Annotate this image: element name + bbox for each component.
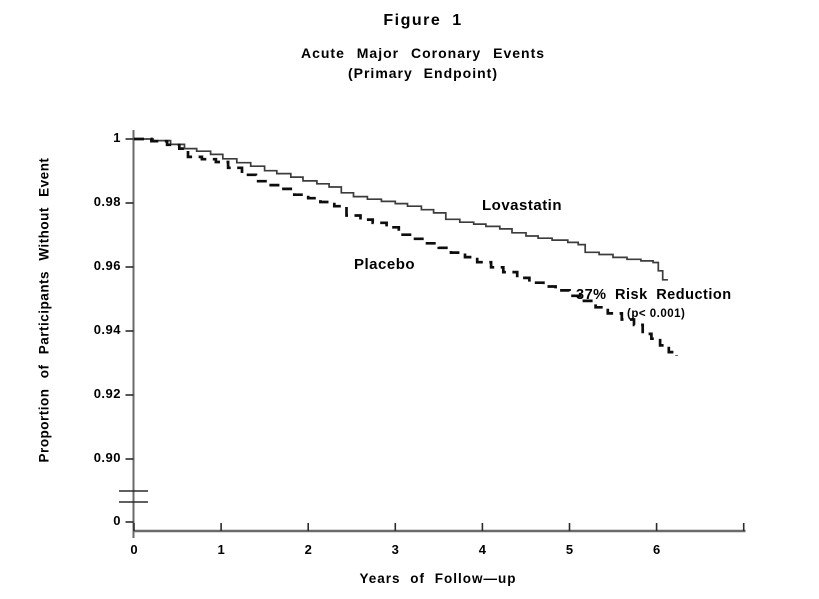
y-tick-label: 0.96 <box>93 258 121 273</box>
x-tick-label: 3 <box>391 542 399 557</box>
chart-subtitle: (Primary Endpoint) <box>347 65 498 81</box>
x-tick-label: 4 <box>478 542 486 557</box>
y-tick-label: 0.94 <box>93 322 121 337</box>
y-tick-label-zero: 0 <box>113 513 121 528</box>
y-tick-label: 0.90 <box>93 450 121 465</box>
x-tick-label: 1 <box>217 542 225 557</box>
x-tick-label: 5 <box>565 542 574 557</box>
x-tick-label: 0 <box>130 542 138 557</box>
chart-title: Acute Major Coronary Events <box>300 45 546 61</box>
x-tick-label: 6 <box>652 542 661 557</box>
risk-reduction-annotation: 37% Risk Reduction <box>576 287 732 303</box>
p-value-annotation: (p< 0.001) <box>627 308 686 320</box>
y-tick-label: 0.98 <box>93 194 121 209</box>
placebo-curve-label: Placebo <box>354 256 416 273</box>
lovastatin-curve-label: Lovastatin <box>482 197 563 214</box>
figure-number-label: Figure 1 <box>383 12 463 29</box>
x-axis-label: Years of Follow—up <box>359 571 517 586</box>
placebo-curve <box>134 139 677 356</box>
x-tick-label: 2 <box>304 542 312 557</box>
y-tick-label: 0.92 <box>93 386 121 401</box>
y-axis-label: Proportion of Participants Without Event <box>36 157 52 463</box>
y-tick-label: 1 <box>113 130 121 145</box>
